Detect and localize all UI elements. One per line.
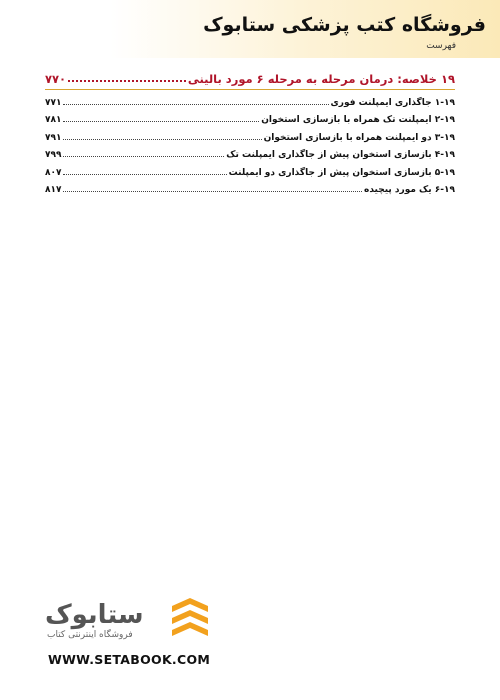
toc-entry-title: ۵-۱۹ بازسازی استخوان پیش از جاگذاری دو ایمپلنت — [228, 167, 455, 178]
toc-entry-title: ۶-۱۹ یک مورد پیچیده — [364, 185, 455, 195]
setabook-logo — [35, 598, 215, 646]
toc-entry[interactable] — [45, 90, 455, 108]
leader-dots — [63, 174, 226, 175]
leader-dots — [63, 104, 328, 105]
website-url[interactable]: WWW.SETABOOK.COM — [48, 652, 211, 667]
logo-subtitle: فروشگاه اینترنتی کتاب — [47, 630, 133, 640]
chapter-page-number: ۷۷۰ — [45, 72, 67, 86]
chapter-title: ۱۹ خلاصه: درمان مرحله به مرحله ۶ مورد بالینی — [187, 72, 455, 86]
toc-entry[interactable] — [45, 178, 455, 196]
leader-dots — [63, 156, 224, 157]
table-of-contents — [45, 68, 455, 195]
toc-entry-page: ۸۰۷ — [45, 167, 62, 178]
toc-entry-page: ۷۹۹ — [45, 150, 62, 160]
store-title: فروشگاه کتب پزشکی ستابوک — [203, 14, 486, 36]
leader-dots — [63, 139, 261, 140]
toc-chapter-heading[interactable] — [45, 68, 455, 90]
toc-entry-page: ۸۱۷ — [45, 185, 62, 195]
toc-entry[interactable] — [45, 143, 455, 161]
toc-entry-title: ۳-۱۹ دو ایمپلنت همراه با بازسازی استخوان — [263, 132, 455, 143]
toc-entry-page: ۷۸۱ — [45, 115, 62, 125]
logo-wordmark: ستابوک — [45, 600, 144, 630]
toc-entry[interactable] — [45, 125, 455, 143]
toc-entry-title: ۲-۱۹ ایمپلنت تک همراه با بازسازی استخوان — [261, 115, 455, 125]
leader-dots — [63, 121, 259, 122]
toc-entry-title: ۴-۱۹ بازسازی استخوان پیش از جاگذاری ایمپلنت تک — [226, 150, 455, 160]
leader-dots — [68, 80, 186, 82]
toc-entry-page: ۷۷۱ — [45, 97, 62, 108]
toc-entry-title: ۱-۱۹ جاگذاری ایمپلنت فوری — [330, 97, 455, 108]
section-label: فهرست — [426, 41, 456, 51]
stacked-chevron-logo-icon — [170, 598, 210, 642]
leader-dots — [63, 191, 362, 192]
toc-entry[interactable] — [45, 108, 455, 126]
toc-entry-page: ۷۹۱ — [45, 132, 62, 143]
toc-entry[interactable] — [45, 160, 455, 178]
